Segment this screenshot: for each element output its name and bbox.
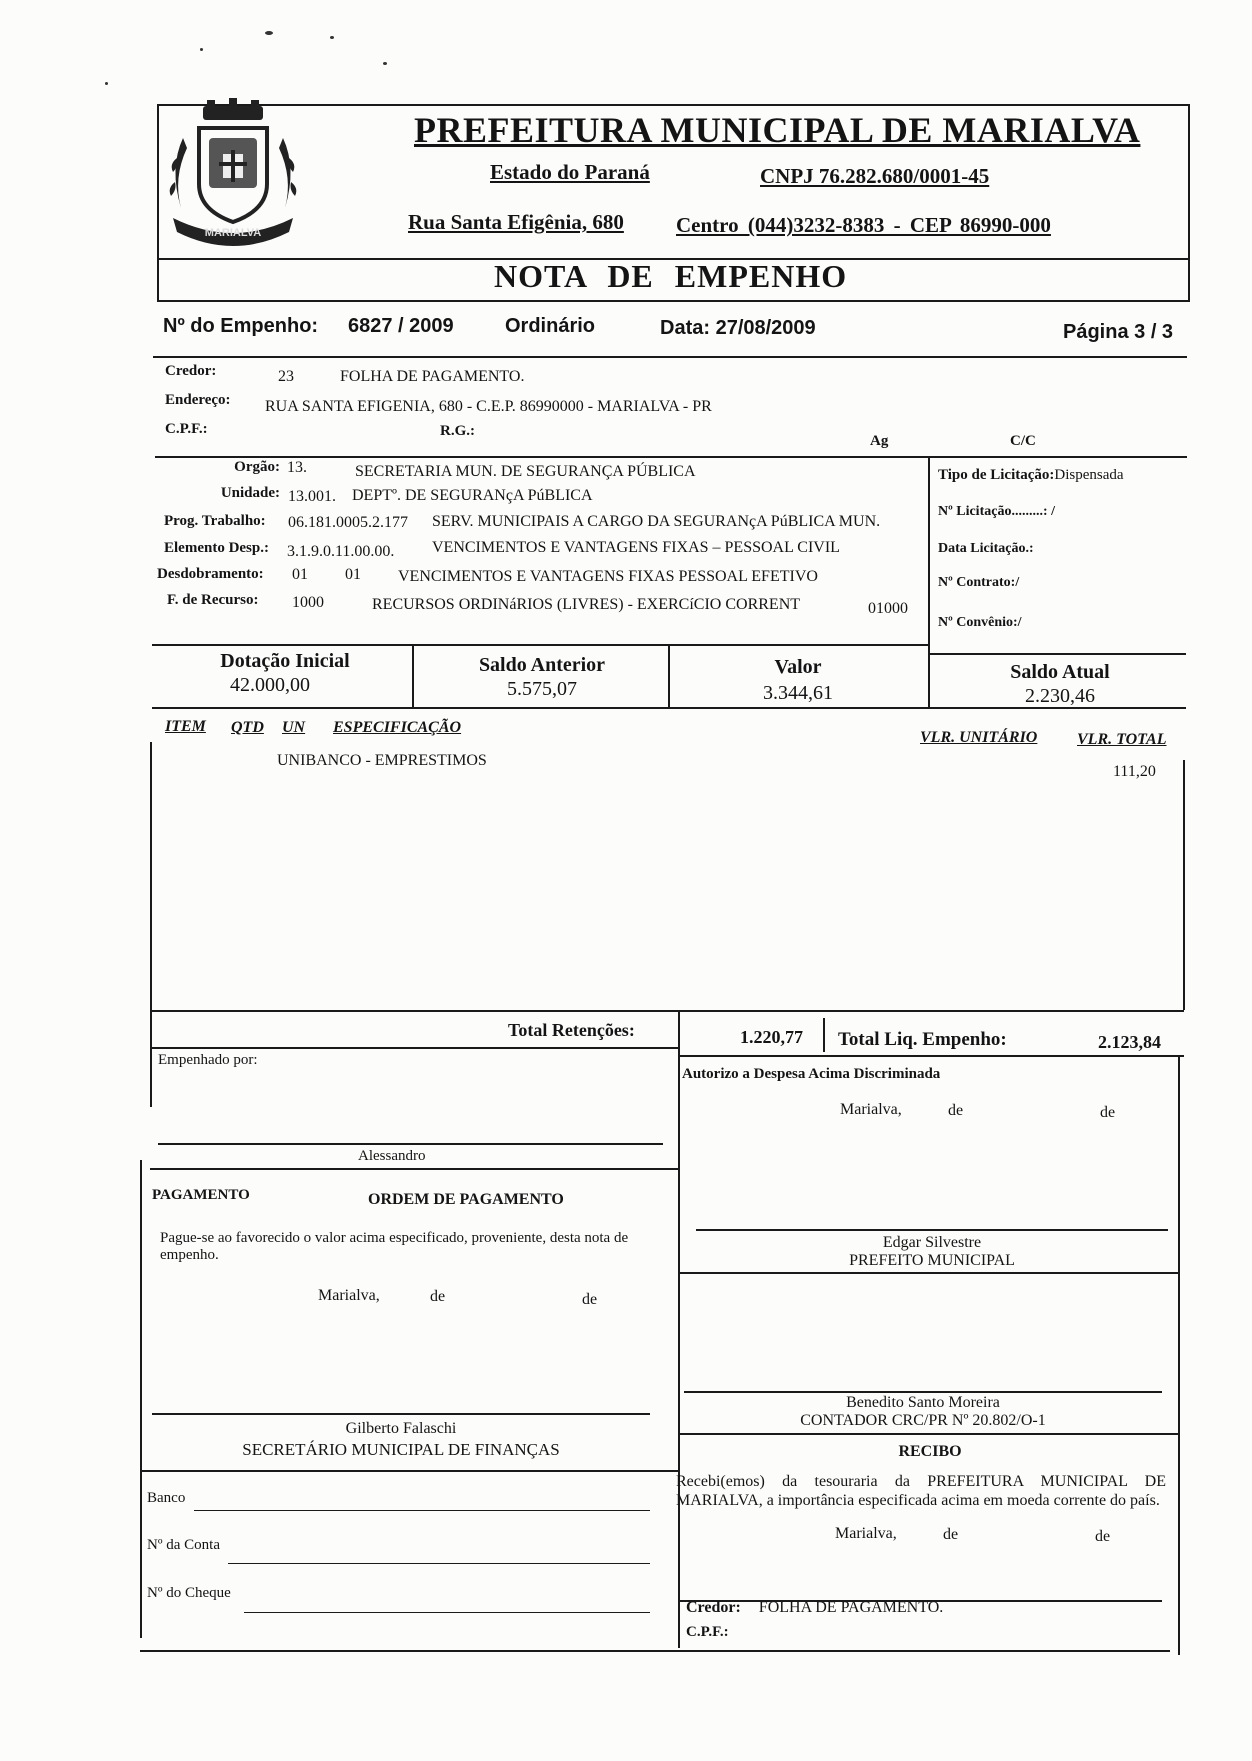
autorizo-text: Autorizo a Despesa Acima Discriminada [682,1066,941,1082]
header-cnpj: CNPJ 76.282.680/0001-45 [760,164,990,188]
secretario-signature-line [152,1413,650,1415]
totals-bottom-rule-left [150,1047,680,1049]
scan-speck [265,31,273,35]
unidade-label: Unidade: [220,485,280,501]
lower-center-divider [678,1050,680,1648]
total-retencoes-value: 1.220,77 [740,1027,803,1047]
saldos-divider-1 [412,644,414,708]
data-licitacao: Data Licitação.: [938,541,1034,556]
orgao-label: Orgão: [234,459,280,475]
desdobramento-desc: VENCIMENTOS E VANTAGENS FIXAS PESSOAL EFETIVO [398,568,818,585]
empenho-label: Nº do Empenho: [163,315,319,337]
recurso-code-2: 01000 [868,600,908,617]
pagamento-de-a: de [430,1288,446,1305]
numero-contrato: Nº Contrato:/ [938,575,1020,590]
desdobramento-code-2: 01 [345,566,361,583]
conta-label: Nº da Conta [147,1537,220,1553]
totals-top-rule [150,1010,1184,1012]
scan-speck [383,62,387,65]
recibo-credor-label: Credor: [686,1599,741,1616]
ordem-pagamento-text: Pague-se ao favorecido o valor acima especificado, proveniente, desta nota de empenho. [160,1230,629,1263]
valor-value: 3.344,61 [763,682,833,704]
document-title: NOTA DE EMPENHO [494,258,848,294]
ordem-pagamento-title: ORDEM DE PAGAMENTO [368,1191,564,1208]
empenho-number: 6827 / 2009 [348,315,454,337]
contador-nome: Benedito Santo Moreira [846,1394,1000,1411]
total-liquido-label: Total Liq. Empenho: [838,1029,1007,1050]
saldo-atual-label: Saldo Atual [1010,661,1110,683]
prefeito-nome: Edgar Silvestre [882,1234,982,1251]
recibo-de-a: de [943,1526,959,1543]
empenhado-por-label: Empenhado por: [158,1052,258,1068]
prefeito-signature-line [696,1229,1168,1231]
secretario-cargo: SECRETÁRIO MUNICIPAL DE FINANÇAS [242,1440,560,1459]
empenho-type: Ordinário [505,315,596,337]
empenhado-box-bottom [150,1168,680,1170]
saldos-divider-2 [668,644,670,708]
saldo-atual-value: 2.230,46 [1025,685,1095,707]
rg-label: R.G.: [440,423,475,439]
item-row-total: 111,20 [1113,763,1156,780]
contador-cargo: CONTADOR CRC/PR Nº 20.802/O-1 [800,1412,1046,1429]
scan-speck [330,36,334,39]
prefeito-box-bottom [680,1272,1180,1274]
recurso-code: 1000 [292,594,324,611]
cheque-field-line[interactable] [244,1612,650,1613]
col-un: UN [282,719,306,736]
conta-corrente-label: C/C [1010,433,1036,449]
col-especificacao: ESPECIFICAÇÃO [333,719,462,736]
conta-field-line[interactable] [228,1563,650,1564]
endereco-label: Endereço: [165,392,231,408]
lower-left-border [150,1010,152,1107]
col-vlr-total: VLR. TOTAL [1077,731,1167,748]
page-number: Página 3 / 3 [1063,321,1174,343]
saldos-top-rule-right [928,653,1186,655]
credor-name: FOLHA DE PAGAMENTO. [340,368,525,385]
empenhado-signature-line [158,1143,663,1145]
banco-field-line[interactable] [194,1510,650,1511]
credor-label: Credor: [165,363,217,379]
elemento-desc: VENCIMENTOS E VANTAGENS FIXAS – PESSOAL CIVIL [432,539,840,556]
document-bottom-rule [140,1650,1170,1652]
prefeito-cargo: PREFEITO MUNICIPAL [849,1252,1015,1269]
empenhado-por-nome: Alessandro [358,1148,426,1164]
agencia-label: Ag [870,433,889,449]
items-left-border [150,742,152,1010]
pagamento-label: PAGAMENTO [152,1187,250,1203]
cheque-label: Nº do Cheque [147,1585,231,1601]
pagamento-de-b: de [582,1291,598,1308]
valor-label: Valor [774,656,822,678]
unidade-code: 13.001. [288,488,336,505]
item-row-desc: UNIBANCO - EMPRESTIMOS [277,752,487,769]
numero-licitacao: Nº Licitação.........: / [938,504,1055,519]
licitacao-divider [928,456,930,652]
pagamento-local: Marialva, [318,1287,380,1304]
credor-code: 23 [278,368,294,385]
recibo-title: RECIBO [898,1443,962,1460]
orgao-code: 13. [287,459,307,476]
recibo-local: Marialva, [835,1525,897,1542]
total-retencoes-label: Total Retenções: [508,1020,635,1040]
numero-convenio: Nº Convênio:/ [938,615,1022,630]
empenho-date: Data: 27/08/2009 [660,317,816,339]
autorizo-local: Marialva, [840,1101,902,1118]
banco-label: Banco [147,1490,186,1506]
tipo-licitacao-label: Tipo de Licitação: [938,467,1055,483]
credor-rule [155,456,1187,458]
recurso-label: F. de Recurso: [167,592,259,608]
crest-banner-text: MARIALVA [204,227,262,239]
items-right-border [1183,760,1185,1010]
total-liquido-value: 2.123,84 [1098,1032,1161,1052]
unidade-desc: DEPTº. DE SEGURANçA PúBLICA [352,487,593,504]
saldos-divider-3 [928,644,930,708]
recurso-desc: RECURSOS ORDINáRIOS (LIVRES) - EXERCíCIO CORRENT [372,596,801,613]
dotacao-label: Dotação Inicial [220,650,350,672]
recibo-credor-value: FOLHA DE PAGAMENTO. [758,1599,944,1616]
header-state: Estado do Paraná [490,160,650,184]
contador-signature-line [684,1391,1162,1393]
secretario-box-bottom [142,1470,680,1472]
elemento-label: Elemento Desp.: [164,540,269,556]
header-contact: Centro (044)3232-8383 - CEP 86990-000 [676,213,1051,237]
orgao-desc: SECRETARIA MUN. DE SEGURANÇA PÚBLICA [355,463,696,480]
tipo-licitacao-value: Dispensada [1054,467,1124,483]
saldo-anterior-label: Saldo Anterior [478,654,606,676]
header-address: Rua Santa Efigênia, 680 [408,210,624,234]
cpf-label: C.P.F.: [165,421,208,437]
secretario-nome: Gilberto Falaschi [345,1420,457,1437]
prog-trabalho-code: 06.181.0005.2.177 [288,514,408,531]
header-title: PREFEITURA MUNICIPAL DE MARIALVA [414,110,1141,150]
col-qtd: QTD [231,719,264,736]
recibo-de-b: de [1095,1528,1111,1545]
dotacao-value: 42.000,00 [230,674,310,696]
autorizo-de-a: de [948,1102,964,1119]
prog-trabalho-desc: SERV. MUNICIPAIS A CARGO DA SEGURANçA PúBLICA MUN. [432,513,881,530]
prog-trabalho-label: Prog. Trabalho: [164,513,266,529]
col-vlr-unitario: VLR. UNITÁRIO [920,729,1038,746]
autorizo-de-b: de [1100,1104,1116,1121]
totals-divider-2 [823,1018,825,1052]
scan-speck [200,48,203,51]
totals-divider-1 [678,1010,680,1050]
saldos-top-rule [152,644,928,646]
lower-left-border-2 [140,1160,142,1638]
col-item: ITEM [165,718,206,735]
saldo-anterior-value: 5.575,07 [507,678,577,700]
endereco-value: RUA SANTA EFIGENIA, 680 - C.E.P. 86990000 - MARIALVA - PR [265,398,712,415]
tipo-licitacao [938,467,1124,484]
contador-box-bottom [680,1433,1180,1435]
elemento-code: 3.1.9.0.11.00.00. [287,543,395,560]
recibo-cpf-label: C.P.F.: [686,1624,729,1640]
desdobramento-label: Desdobramento: [157,566,264,582]
totals-bottom-rule-right [680,1055,1184,1057]
lower-right-border [1178,1055,1180,1655]
desdobramento-code-1: 01 [292,566,308,583]
municipal-crest-logo [163,98,303,260]
recibo-credor [686,1599,943,1617]
meta-rule [153,356,1187,358]
recibo-text: Recebi(emos) da tesouraria da PREFEITURA MUNICIPAL DE MARIALVA, a importância especificada acima em moeda corrente do país. [676,1473,1166,1509]
scan-speck [105,82,108,85]
